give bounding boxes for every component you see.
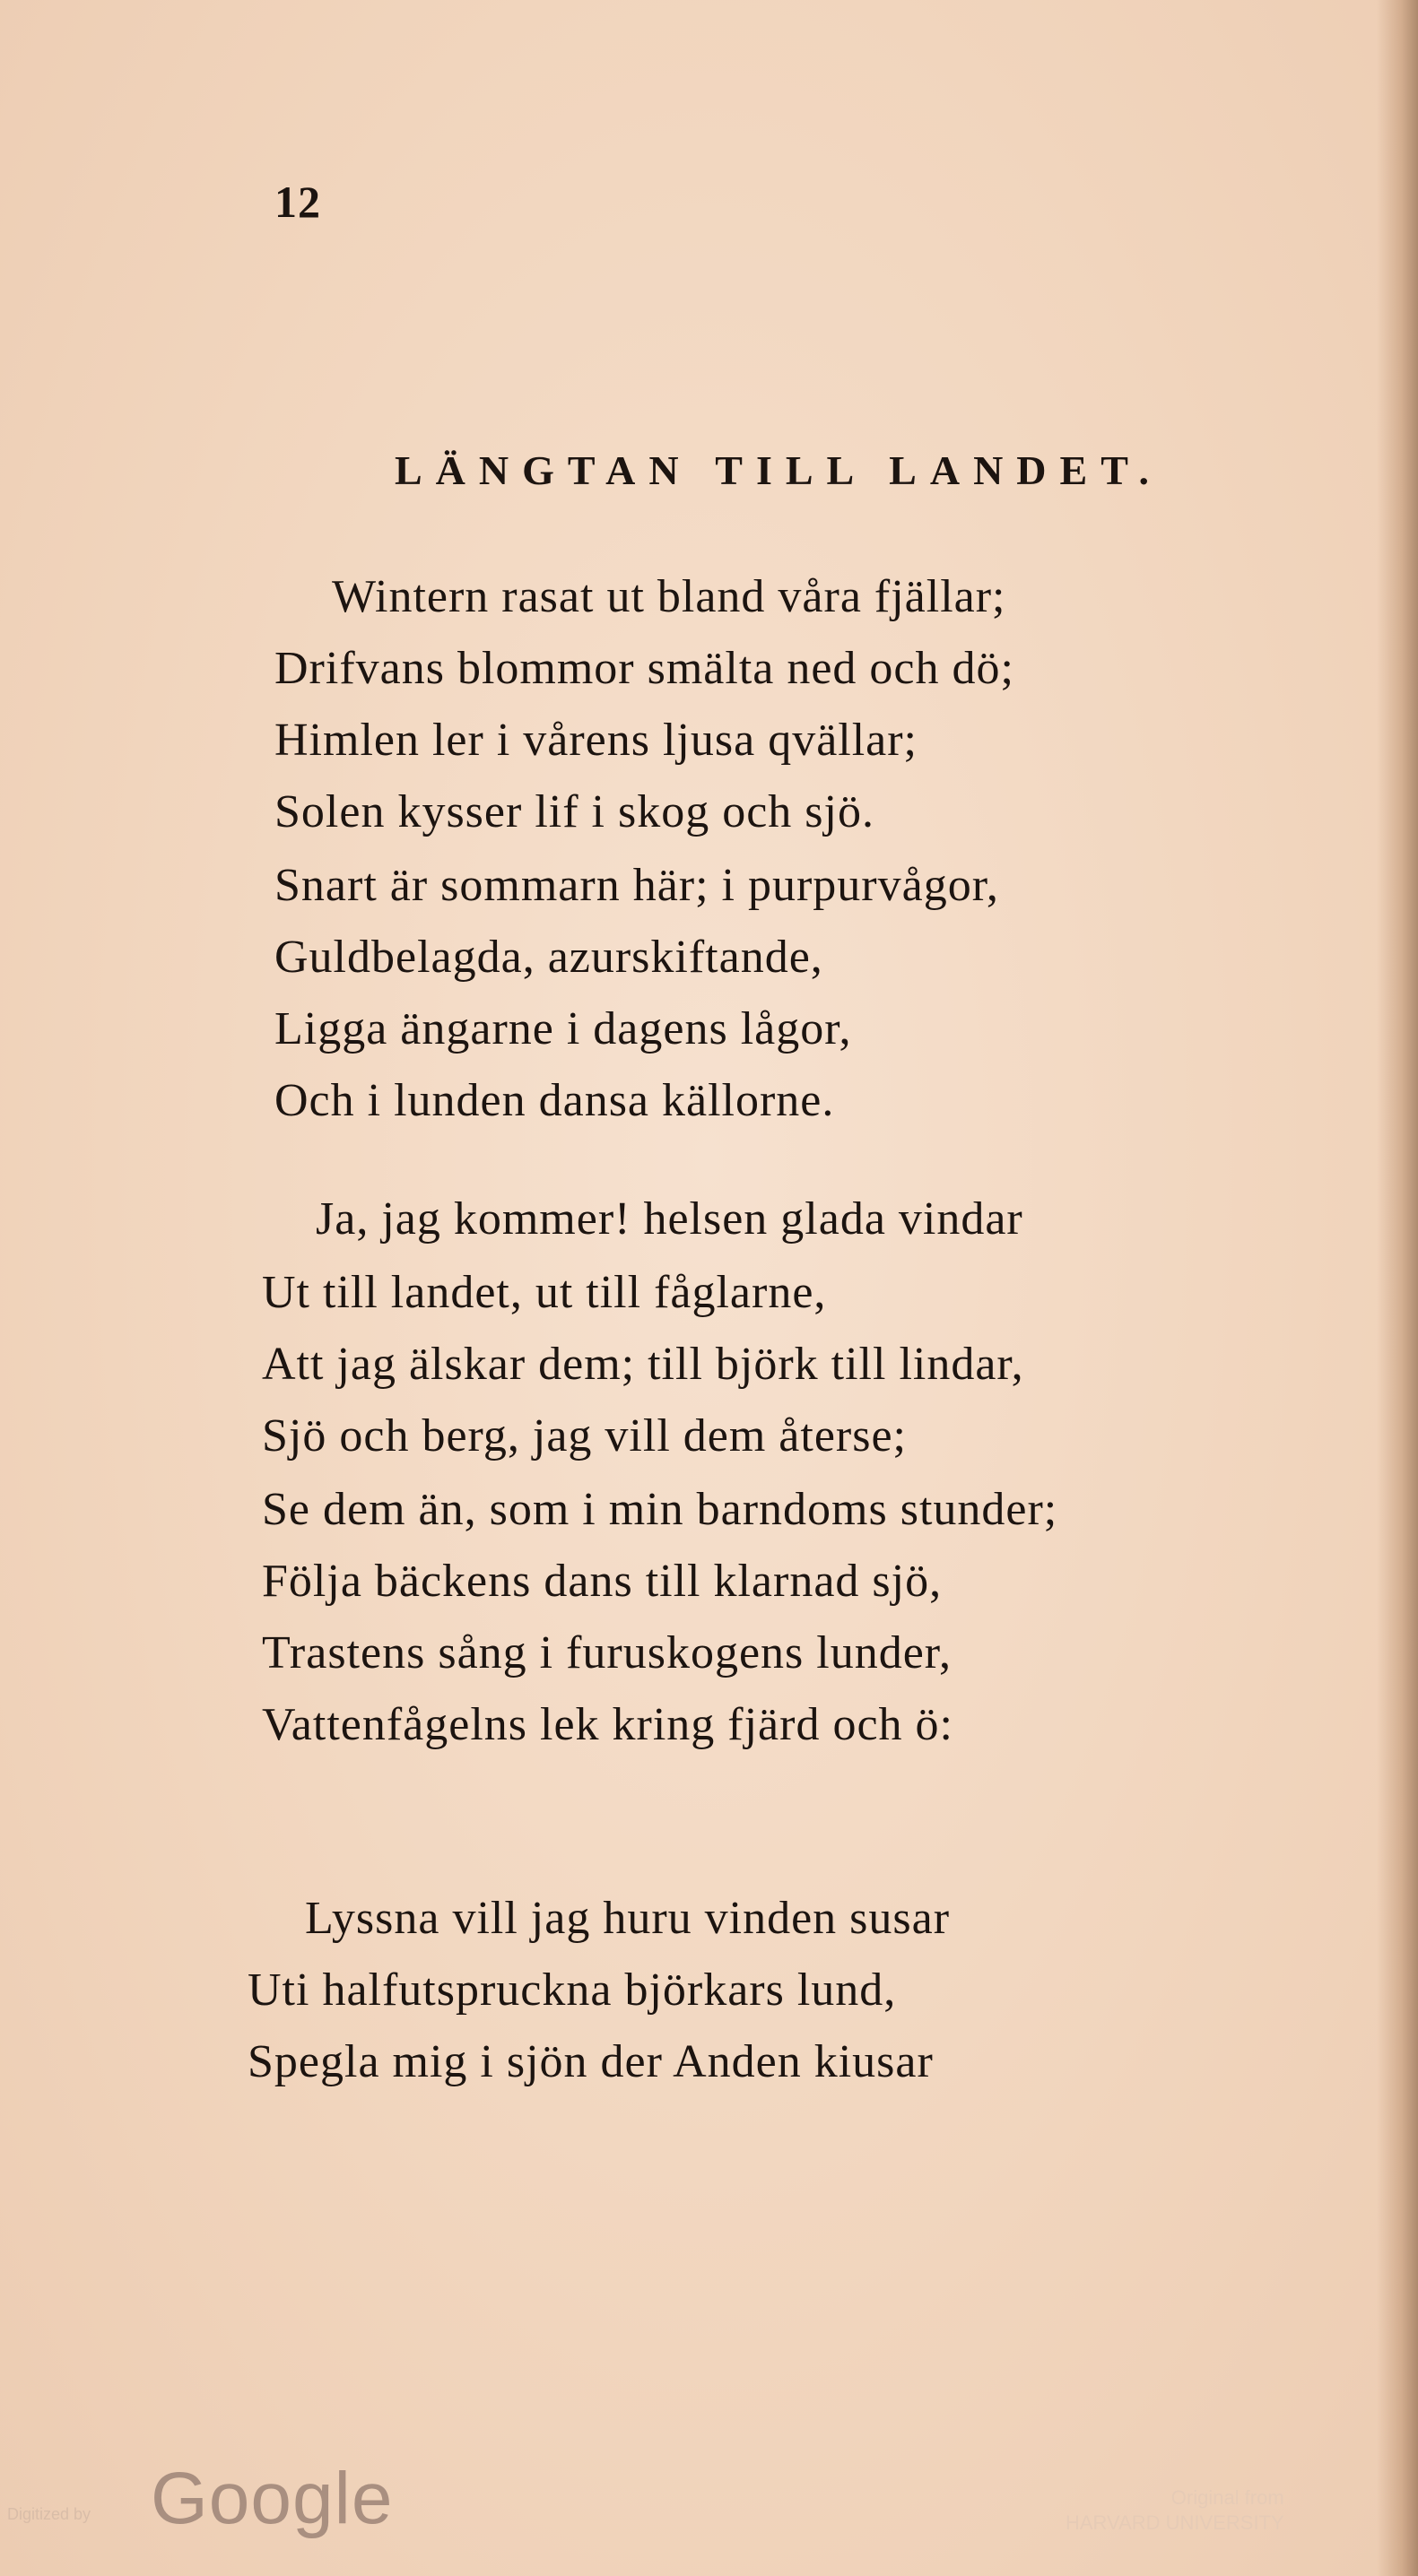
poem-line: Vattenfågelns lek kring fjärd och ö:: [262, 1699, 953, 1750]
poem-line: Sjö och berg, jag vill dem återse;: [262, 1410, 907, 1461]
poem-title: LÄNGTAN TILL LANDET.: [395, 447, 1162, 493]
poem-line: Ligga ängarne i dagens lågor,: [274, 1003, 852, 1054]
poem-line: Spegla mig i sjön der Anden kiusar: [248, 2036, 934, 2087]
poem-line: Trastens sång i furuskogens lunder,: [262, 1627, 953, 1678]
poem-line: Ut till landet, ut till fåglarne,: [262, 1267, 827, 1318]
poem-line: Solen kysser lif i skog och sjö.: [274, 786, 874, 837]
poem-line: Ja, jag kommer! helsen glada vindar: [316, 1193, 1023, 1245]
poem-line: Och i lunden dansa källorne.: [274, 1075, 835, 1126]
harvard-label: HARVARD UNIVERSITY: [1066, 2511, 1284, 2534]
scan-footer: [0, 2457, 1418, 2564]
poem-line: Wintern rasat ut bland våra fjällar;: [332, 571, 1006, 622]
poem-line: Att jag älskar dem; till björk till lindar,: [262, 1339, 1024, 1390]
poem-line: Snart är sommarn här; i purpurvågor,: [274, 860, 999, 911]
google-logo: Google: [151, 2458, 394, 2539]
poem-line: Drifvans blommor smälta ned och dö;: [274, 643, 1014, 694]
library-attribution: [1066, 2485, 1284, 2536]
poem-line: Följa bäckens dans till klarnad sjö,: [262, 1556, 943, 1607]
poem-line: Lyssna vill jag huru vinden susar: [305, 1893, 951, 1944]
poem-line: Se dem än, som i min barndoms stunder;: [262, 1484, 1058, 1535]
poem-line: Uti halfutspruckna björkars lund,: [248, 1965, 897, 2016]
poem-line: Himlen ler i vårens ljusa qvällar;: [274, 715, 918, 766]
digitized-by-label: Digitized by: [7, 2505, 91, 2523]
poem-line: Guldbelagda, azurskiftande,: [274, 932, 823, 983]
page-number: 12: [274, 177, 321, 227]
original-from-label: Original from: [1170, 2486, 1284, 2509]
page-edge-shadow: [1377, 0, 1418, 2576]
